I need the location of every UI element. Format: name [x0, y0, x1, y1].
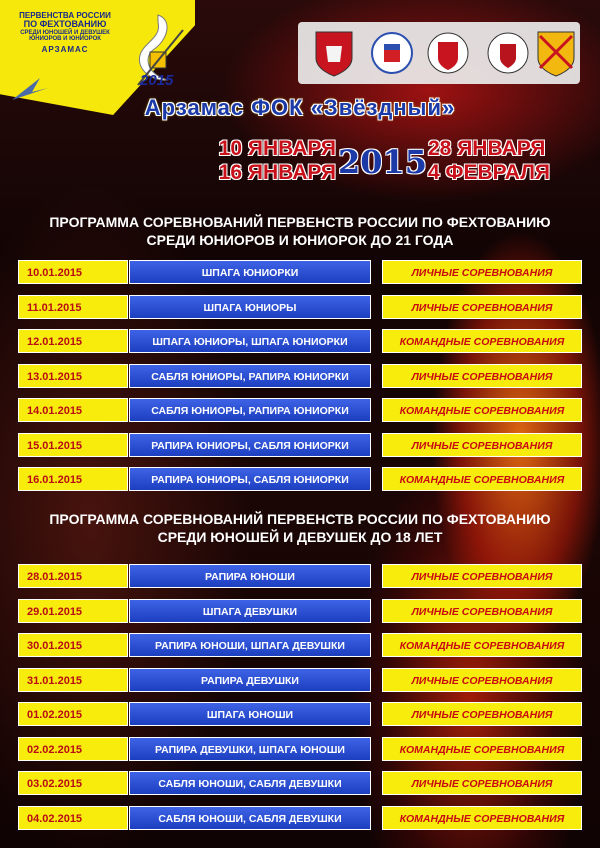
date-cell: 10.01.2015: [18, 260, 128, 284]
competition-type-cell: КОМАНДНЫЕ СОРЕВНОВАНИЯ: [382, 806, 582, 830]
nizhny-novgorod-crest-icon: [312, 28, 356, 78]
schedule-row: [18, 633, 582, 657]
logo-line-3: СРЕДИ ЮНОШЕЙ И ДЕВУШЕК: [20, 29, 110, 36]
date-end-1: 16 ЯНВАРЯ: [218, 161, 336, 184]
logo-text: [6, 12, 124, 55]
event-cell: САБЛЯ ЮНОШИ, САБЛЯ ДЕВУШКИ: [129, 771, 371, 795]
competition-type-cell: ЛИЧНЫЕ СОРЕВНОВАНИЯ: [382, 364, 582, 388]
schedule-row: [18, 364, 582, 388]
event-cell: ШПАГА ЮНИОРЫ: [129, 295, 371, 319]
competition-type-cell: ЛИЧНЫЕ СОРЕВНОВАНИЯ: [382, 433, 582, 457]
competition-type-cell: ЛИЧНЫЕ СОРЕВНОВАНИЯ: [382, 668, 582, 692]
date-start-2: 28 ЯНВАРЯ: [428, 137, 546, 160]
event-cell: РАПИРА ДЕВУШКИ: [129, 668, 371, 692]
event-cell: САБЛЯ ЮНИОРЫ, РАПИРА ЮНИОРКИ: [129, 398, 371, 422]
section-1-title-line-2: СРЕДИ ЮНИОРОВ И ЮНИОРОК ДО 21 ГОДА: [146, 232, 454, 248]
section-2-title-line-2: СРЕДИ ЮНОШЕЙ И ДЕВУШЕК ДО 18 ЛЕТ: [157, 529, 443, 545]
schedule-row: [18, 433, 582, 457]
competition-type-cell: ЛИЧНЫЕ СОРЕВНОВАНИЯ: [382, 599, 582, 623]
event-cell: РАПИРА ДЕВУШКИ, ШПАГА ЮНОШИ: [129, 737, 371, 761]
logo-year: 2015: [140, 72, 174, 89]
event-cell: ШПАГА ЮНОШИ: [129, 702, 371, 726]
logo-city: АРЗАМАС: [41, 45, 89, 55]
logo-line-3b: ЮНИОРОВ И ЮНИОРОК: [29, 36, 101, 43]
date-cell: 03.02.2015: [18, 771, 128, 795]
date-cell: 04.02.2015: [18, 806, 128, 830]
event-cell: ШПАГА ЮНИОРКИ: [129, 260, 371, 284]
regional-crest-icon: [426, 28, 470, 78]
competition-type-cell: КОМАНДНЫЕ СОРЕВНОВАНИЯ: [382, 398, 582, 422]
nizhny-region-emblem-icon: [486, 28, 530, 78]
event-cell: ШПАГА ЮНИОРЫ, ШПАГА ЮНИОРКИ: [129, 329, 371, 353]
competition-type-cell: ЛИЧНЫЕ СОРЕВНОВАНИЯ: [382, 702, 582, 726]
venue-title: Арзамас ФОК «Звёздный»: [144, 95, 456, 120]
date-cell: 13.01.2015: [18, 364, 128, 388]
event-cell: РАПИРА ЮНИОРЫ, САБЛЯ ЮНИОРКИ: [129, 433, 371, 457]
date-cell: 30.01.2015: [18, 633, 128, 657]
dates-right: [428, 137, 588, 185]
schedule-row: [18, 467, 582, 491]
competition-type-cell: ЛИЧНЫЕ СОРЕВНОВАНИЯ: [382, 295, 582, 319]
schedule-row: [18, 668, 582, 692]
date-cell: 02.02.2015: [18, 737, 128, 761]
schedule-row: [18, 599, 582, 623]
dates-left: [196, 137, 336, 185]
event-cell: ШПАГА ДЕВУШКИ: [129, 599, 371, 623]
competition-type-cell: КОМАНДНЫЕ СОРЕВНОВАНИЯ: [382, 329, 582, 353]
competition-type-cell: ЛИЧНЫЕ СОРЕВНОВАНИЯ: [382, 771, 582, 795]
date-end-2: 4 ФЕВРАЛЯ: [428, 161, 551, 184]
event-cell: РАПИРА ЮНИОРЫ, САБЛЯ ЮНИОРКИ: [129, 467, 371, 491]
schedule-row: [18, 771, 582, 795]
section-1-title-line-1: ПРОГРАММА СОРЕВНОВАНИЙ ПЕРВЕНСТВ РОССИИ ПО ФЕХТОВАНИЮ: [49, 214, 551, 230]
schedule-row: [18, 702, 582, 726]
section-2-title-line-1: ПРОГРАММА СОРЕВНОВАНИЙ ПЕРВЕНСТВ РОССИИ ПО ФЕХТОВАНИЮ: [49, 511, 551, 527]
logo-line-2: ПО ФЕХТОВАНИЮ: [23, 19, 107, 30]
date-cell: 28.01.2015: [18, 564, 128, 588]
competition-type-cell: ЛИЧНЫЕ СОРЕВНОВАНИЯ: [382, 564, 582, 588]
event-cell: РАПИРА ЮНОШИ: [129, 564, 371, 588]
date-cell: 12.01.2015: [18, 329, 128, 353]
event-year: 2015: [338, 143, 428, 181]
section-2-title: [0, 510, 600, 546]
competition-type-cell: ЛИЧНЫЕ СОРЕВНОВАНИЯ: [382, 260, 582, 284]
schedule-row: [18, 398, 582, 422]
competition-type-cell: КОМАНДНЫЕ СОРЕВНОВАНИЯ: [382, 467, 582, 491]
date-cell: 01.02.2015: [18, 702, 128, 726]
schedule-row: [18, 737, 582, 761]
date-cell: 16.01.2015: [18, 467, 128, 491]
arzamas-crest-icon: [534, 28, 578, 78]
date-start-1: 10 ЯНВАРЯ: [218, 137, 336, 160]
logo-line-1: ПЕРВЕНСТВА РОССИИ: [19, 11, 111, 20]
date-cell: 11.01.2015: [18, 295, 128, 319]
event-cell: САБЛЯ ЮНОШИ, САБЛЯ ДЕВУШКИ: [129, 806, 371, 830]
event-cell: САБЛЯ ЮНИОРЫ, РАПИРА ЮНИОРКИ: [129, 364, 371, 388]
event-cell: РАПИРА ЮНОШИ, ШПАГА ДЕВУШКИ: [129, 633, 371, 657]
section-1-title: [0, 213, 600, 249]
schedule-row: [18, 806, 582, 830]
date-cell: 14.01.2015: [18, 398, 128, 422]
competition-type-cell: КОМАНДНЫЕ СОРЕВНОВАНИЯ: [382, 633, 582, 657]
schedule-row: [18, 564, 582, 588]
date-cell: 15.01.2015: [18, 433, 128, 457]
competition-type-cell: КОМАНДНЫЕ СОРЕВНОВАНИЯ: [382, 737, 582, 761]
date-cell: 31.01.2015: [18, 668, 128, 692]
schedule-row: [18, 295, 582, 319]
fencing-federation-emblem-icon: [370, 28, 414, 78]
date-cell: 29.01.2015: [18, 599, 128, 623]
schedule-row: [18, 260, 582, 284]
schedule-row: [18, 329, 582, 353]
crests-panel: [298, 22, 580, 84]
